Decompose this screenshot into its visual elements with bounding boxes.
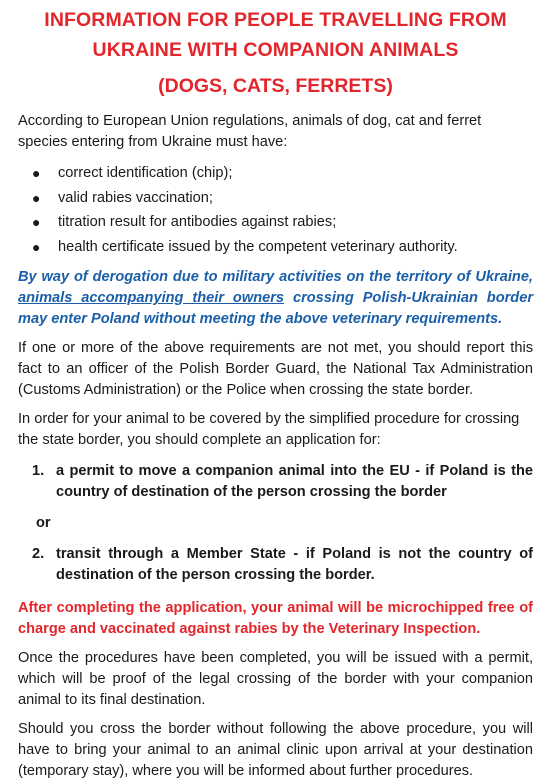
report-paragraph: If one or more of the above requirements are not met, you should report this fact to an officer of the Polish Border Guard, the National Tax Administration (Customs Administration) or the Police when crossing the state border. bbox=[18, 340, 533, 398]
list-item bbox=[18, 544, 533, 586]
list-item bbox=[18, 461, 533, 503]
list-item-text: titration result for antibodies against rabies; bbox=[58, 214, 337, 230]
list-item-number: 1. bbox=[32, 463, 45, 479]
page-title-line-2: UKRAINE WITH COMPANION ANIMALS bbox=[92, 39, 459, 61]
bullet-icon: ● bbox=[32, 189, 41, 206]
list-item-text: a permit to move a companion animal into the EU - if Poland is the country of destination of the person crossing the border bbox=[56, 463, 533, 500]
list-item-text: health certificate issued by the competent veterinary authority. bbox=[58, 238, 458, 255]
list-item bbox=[32, 161, 533, 186]
application-options-list-continued bbox=[18, 544, 533, 586]
list-item-text: valid rabies vaccination; bbox=[58, 189, 213, 206]
or-separator: or bbox=[36, 515, 51, 531]
list-item bbox=[32, 186, 533, 211]
list-item bbox=[32, 210, 533, 235]
procedure-paragraph: In order for your animal to be covered by the simplified procedure for crossing the state border, you should complete an application for: bbox=[18, 411, 520, 448]
list-item-number: 2. bbox=[32, 546, 45, 562]
permit-paragraph: Once the procedures have been completed, you will be issued with a permit, which will be proof of the legal crossing of the border with your companion animal to its final destination. bbox=[18, 650, 533, 708]
list-item-text: transit through a Member State - if Poland is not the country of destination of the person crossing the border. bbox=[56, 546, 533, 583]
page-title-line-1: INFORMATION FOR PEOPLE TRAVELLING FROM bbox=[44, 9, 507, 31]
bullet-icon: ● bbox=[32, 214, 41, 230]
intro-paragraph: According to European Union regulations, animals of dog, cat and ferret species entering from Ukraine must have: bbox=[18, 113, 482, 150]
list-item bbox=[32, 235, 533, 260]
clinic-paragraph: Should you cross the border without following the above procedure, you will have to bring your animal to an animal clinic upon arrival at your destination (temporary stay), where you will be informed about further procedures. bbox=[18, 721, 533, 779]
microchip-notice: After completing the application, your animal will be microchipped free of charge and vaccinated against rabies by the Veterinary Inspection. bbox=[18, 600, 533, 637]
derogation-text: By way of derogation due to military activities on the territory of Ukraine, bbox=[18, 269, 533, 285]
bullet-icon: ● bbox=[32, 165, 41, 181]
application-options-list bbox=[18, 461, 533, 503]
derogation-text-continued: crossing Polish-Ukrainian border may enter Poland without meeting the above veterinary requirements. bbox=[18, 290, 533, 327]
derogation-notice bbox=[18, 267, 533, 330]
page-subtitle: (DOGS, CATS, FERRETS) bbox=[158, 75, 393, 97]
requirements-list bbox=[18, 161, 533, 259]
list-item-text: correct identification (chip); bbox=[58, 165, 233, 181]
bullet-icon: ● bbox=[32, 238, 41, 255]
derogation-underlined-text: animals accompanying their owners bbox=[18, 290, 285, 306]
